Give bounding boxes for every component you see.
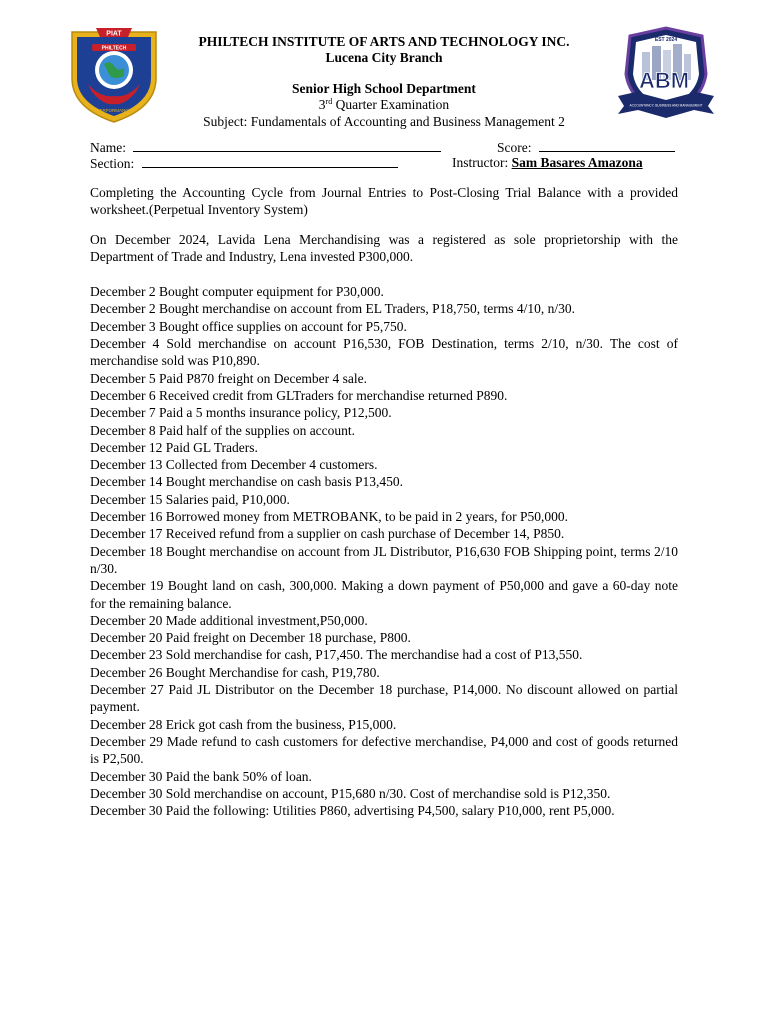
transaction-item: December 18 Bought merchandise on account from JL Distributor, P16,630 FOB Shipping point, terms 2/10 n/30. bbox=[90, 543, 678, 576]
abm-logo bbox=[616, 26, 716, 128]
department-name: Senior High School Department bbox=[292, 81, 476, 96]
transaction-item: December 4 Sold merchandise on account P16,530, FOB Destination, terms 2/10, n/30. The cost of merchandise sold was P10,890. bbox=[90, 336, 678, 369]
transaction-list bbox=[90, 283, 678, 819]
transaction-item: December 16 Borrowed money from METROBANK, to be paid in 2 years, for P50,000. bbox=[90, 509, 569, 525]
score-field[interactable] bbox=[539, 139, 675, 152]
transaction-item: December 27 Paid JL Distributor on the December 18 purchase, P14,000. No discount allowed on partial payment. bbox=[90, 682, 678, 715]
svg-text:PIAT: PIAT bbox=[106, 30, 122, 38]
svg-text:EST 2024: EST 2024 bbox=[654, 37, 678, 43]
institution-name: PHILTECH INSTITUTE OF ARTS AND TECHNOLOGY INC. bbox=[198, 34, 570, 49]
subject-line: Subject: Fundamentals of Accounting and Business Management 2 bbox=[203, 114, 565, 129]
exam-title: 3rd Quarter Examination bbox=[318, 97, 450, 112]
name-field[interactable] bbox=[133, 139, 441, 152]
transaction-item: December 30 Paid the following: Utilities P860, advertising P4,500, salary P10,000, rent P5,000. bbox=[90, 803, 615, 819]
instructor-label: Instructor: bbox=[452, 155, 509, 170]
transaction-item: December 26 Bought Merchandise for cash, P19,780. bbox=[90, 664, 380, 680]
transaction-item: December 2 Bought merchandise on account from EL Traders, P18,750, terms 4/10, n/30. bbox=[90, 301, 576, 317]
document-header bbox=[160, 33, 608, 130]
section-label: Section: bbox=[90, 156, 135, 171]
svg-text:ACCOUNTANCY, BUSINESS AND MANA: ACCOUNTANCY, BUSINESS AND MANAGEMENT bbox=[629, 103, 703, 108]
transaction-item: December 20 Paid freight on December 18 purchase, P800. bbox=[90, 630, 411, 646]
transaction-item: December 2 Bought computer equipment for P30,000. bbox=[90, 284, 384, 300]
transaction-item: December 23 Sold merchandise for cash, P17,450. The merchandise had a cost of P13,550. bbox=[90, 647, 583, 663]
transaction-item: December 3 Bought office supplies on account for P5,750. bbox=[90, 318, 407, 334]
transaction-item: December 29 Made refund to cash customers for defective merchandise, P4,000 and cost of goods returned is P2,500. bbox=[90, 733, 678, 767]
name-label: Name: bbox=[90, 140, 126, 155]
svg-text:PHILTECH: PHILTECH bbox=[101, 45, 127, 52]
transaction-item: December 30 Paid the bank 50% of loan. bbox=[90, 768, 312, 784]
transaction-item: December 14 Bought merchandise on cash basis P13,450. bbox=[90, 474, 404, 490]
transaction-item: December 19 Bought land on cash, 300,000. Making a down payment of P50,000 and gave a 60-day note for the remaining balance. bbox=[90, 578, 678, 611]
transaction-item: December 8 Paid half of the supplies on account. bbox=[90, 422, 356, 438]
name-score-row bbox=[90, 139, 680, 156]
svg-text:PERFORMANCE: PERFORMANCE bbox=[96, 108, 132, 113]
svg-text:ABM: ABM bbox=[638, 68, 690, 93]
piat-logo bbox=[66, 26, 162, 124]
score-label: Score: bbox=[497, 140, 532, 155]
instructor-name: Sam Basares Amazona bbox=[511, 155, 643, 170]
branch-name: Lucena City Branch bbox=[325, 50, 443, 65]
transaction-item: December 12 Paid GL Traders. bbox=[90, 439, 258, 455]
transaction-item: December 13 Collected from December 4 customers. bbox=[90, 457, 378, 473]
transaction-item: December 30 Sold merchandise on account, P15,680 n/30. Cost of merchandise sold is P12,350. bbox=[90, 785, 611, 801]
instructions-paragraph: Completing the Accounting Cycle from Journal Entries to Post-Closing Trial Balance with a provided worksheet.(Perpetual Inventory System) bbox=[90, 185, 678, 218]
transaction-item: December 5 Paid P870 freight on December 4 sale. bbox=[90, 370, 368, 386]
scenario-paragraph: On December 2024, Lavida Lena Merchandising was a registered as sole proprietorship with the Department of Trade and Industry, Lena invested P300,000. bbox=[90, 231, 678, 264]
transaction-item: December 6 Received credit from GLTraders for merchandise returned P890. bbox=[90, 387, 508, 403]
transaction-item: December 7 Paid a 5 months insurance policy, P12,500. bbox=[90, 405, 392, 421]
exam-body bbox=[90, 184, 678, 819]
transaction-item: December 20 Made additional investment,P50,000. bbox=[90, 612, 368, 628]
transaction-item: December 28 Erick got cash from the business, P15,000. bbox=[90, 716, 397, 732]
section-field[interactable] bbox=[142, 155, 398, 168]
transaction-item: December 15 Salaries paid, P10,000. bbox=[90, 491, 290, 507]
transaction-item: December 17 Received refund from a supplier on cash purchase of December 14, P850. bbox=[90, 526, 565, 542]
section-instructor-row bbox=[90, 155, 680, 172]
